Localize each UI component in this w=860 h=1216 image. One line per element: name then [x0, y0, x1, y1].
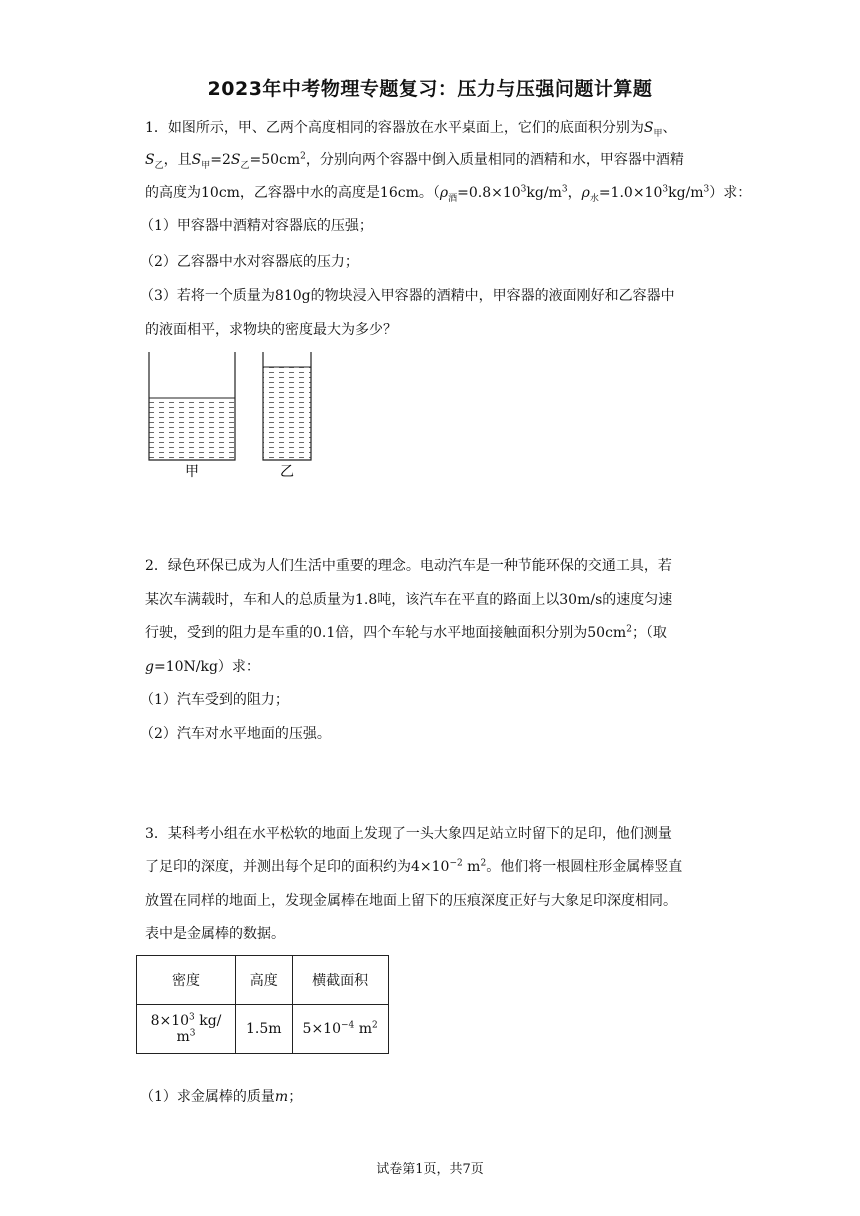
q1-part-3-line-1: （3）若将一个质量为810g的物块浸入甲容器的酒精中，甲容器的液面刚好和乙容器中 [140, 288, 675, 304]
containers-figure [138, 350, 318, 480]
table-header-row [137, 956, 389, 1005]
q3-line-1: 3．某科考小组在水平松软的地面上发现了一头大象四足站立时留下的足印，他们测量 [145, 826, 672, 842]
q3-line-4: 表中是金属棒的数据。 [145, 926, 285, 942]
q2-line-4: g=10N/kg）求： [145, 659, 260, 675]
container-jia [149, 352, 235, 460]
container-yi [263, 352, 311, 460]
q2-line-3: 行驶，受到的阻力是车重的0.1倍，四个车轮与水平地面接触面积分别为$50cm^2$；（取 [145, 624, 667, 641]
q1-line-2: $S_乙$，且$S_甲=2S_乙=50cm^2$，分别向两个容器中倒入质量相同的酒精和水，甲容器中酒精 [145, 151, 684, 171]
cell-height: 1.5m [236, 1005, 293, 1054]
q1-part-2: （2）乙容器中水对容器底的压力； [140, 254, 359, 270]
q3-part-1: （1）求金属棒的质量m； [140, 1089, 303, 1105]
page-title: 2023年中考物理专题复习：压力与压强问题计算题 [207, 78, 653, 100]
cell-area: $5\times 10^{-4}$ $m^2$ [292, 1005, 388, 1054]
label-jia: 甲 [185, 464, 199, 480]
q2-part-2: （2）汽车对水平地面的压强。 [140, 726, 331, 742]
q1-part-1: （1）甲容器中酒精对容器底的压强； [140, 218, 373, 234]
header-height: 高度 [236, 956, 293, 1005]
table-row [137, 1005, 389, 1054]
metal-rod-table [136, 955, 389, 1054]
q2-line-2: 某次车满载时，车和人的总质量为1.8吨，该汽车在平直的路面上以30m/s的速度匀速 [145, 592, 673, 608]
q3-line-2: 了足印的深度，并测出每个足印的面积约为$4\times 10^{-2}$ $m^2$。他们将一根圆柱形金属棒竖直 [145, 858, 683, 875]
q1-line-1: 1．如图所示，甲、乙两个高度相同的容器放在水平桌面上，它们的底面积分别为$S_甲$、 [145, 120, 677, 139]
cell-density: $8\times 10^3$ kg/ $m^3$ [137, 1005, 236, 1054]
header-density: 密度 [137, 956, 236, 1005]
label-yi: 乙 [280, 464, 294, 480]
q2-line-1: 2．绿色环保已成为人们生活中重要的理念。电动汽车是一种节能环保的交通工具，若 [145, 558, 672, 574]
page-footer: 试卷第1页，共7页 [376, 1162, 484, 1177]
q3-line-3: 放置在同样的地面上，发现金属棒在地面上留下的压痕深度正好与大象足印深度相同。 [145, 893, 677, 909]
q2-part-1: （1）汽车受到的阻力； [140, 692, 289, 708]
q1-part-3-line-2: 的液面相平，求物块的密度最大为多少？ [145, 322, 397, 338]
q1-line-3: 的高度为10cm，乙容器中水的高度是16cm。（$\rho_酒=0.8\times 10^3kg/m^3$，$\rho_水=1.0\times 10^3kg/m^3$）求： [145, 184, 752, 204]
header-area: 横截面积 [292, 956, 388, 1005]
